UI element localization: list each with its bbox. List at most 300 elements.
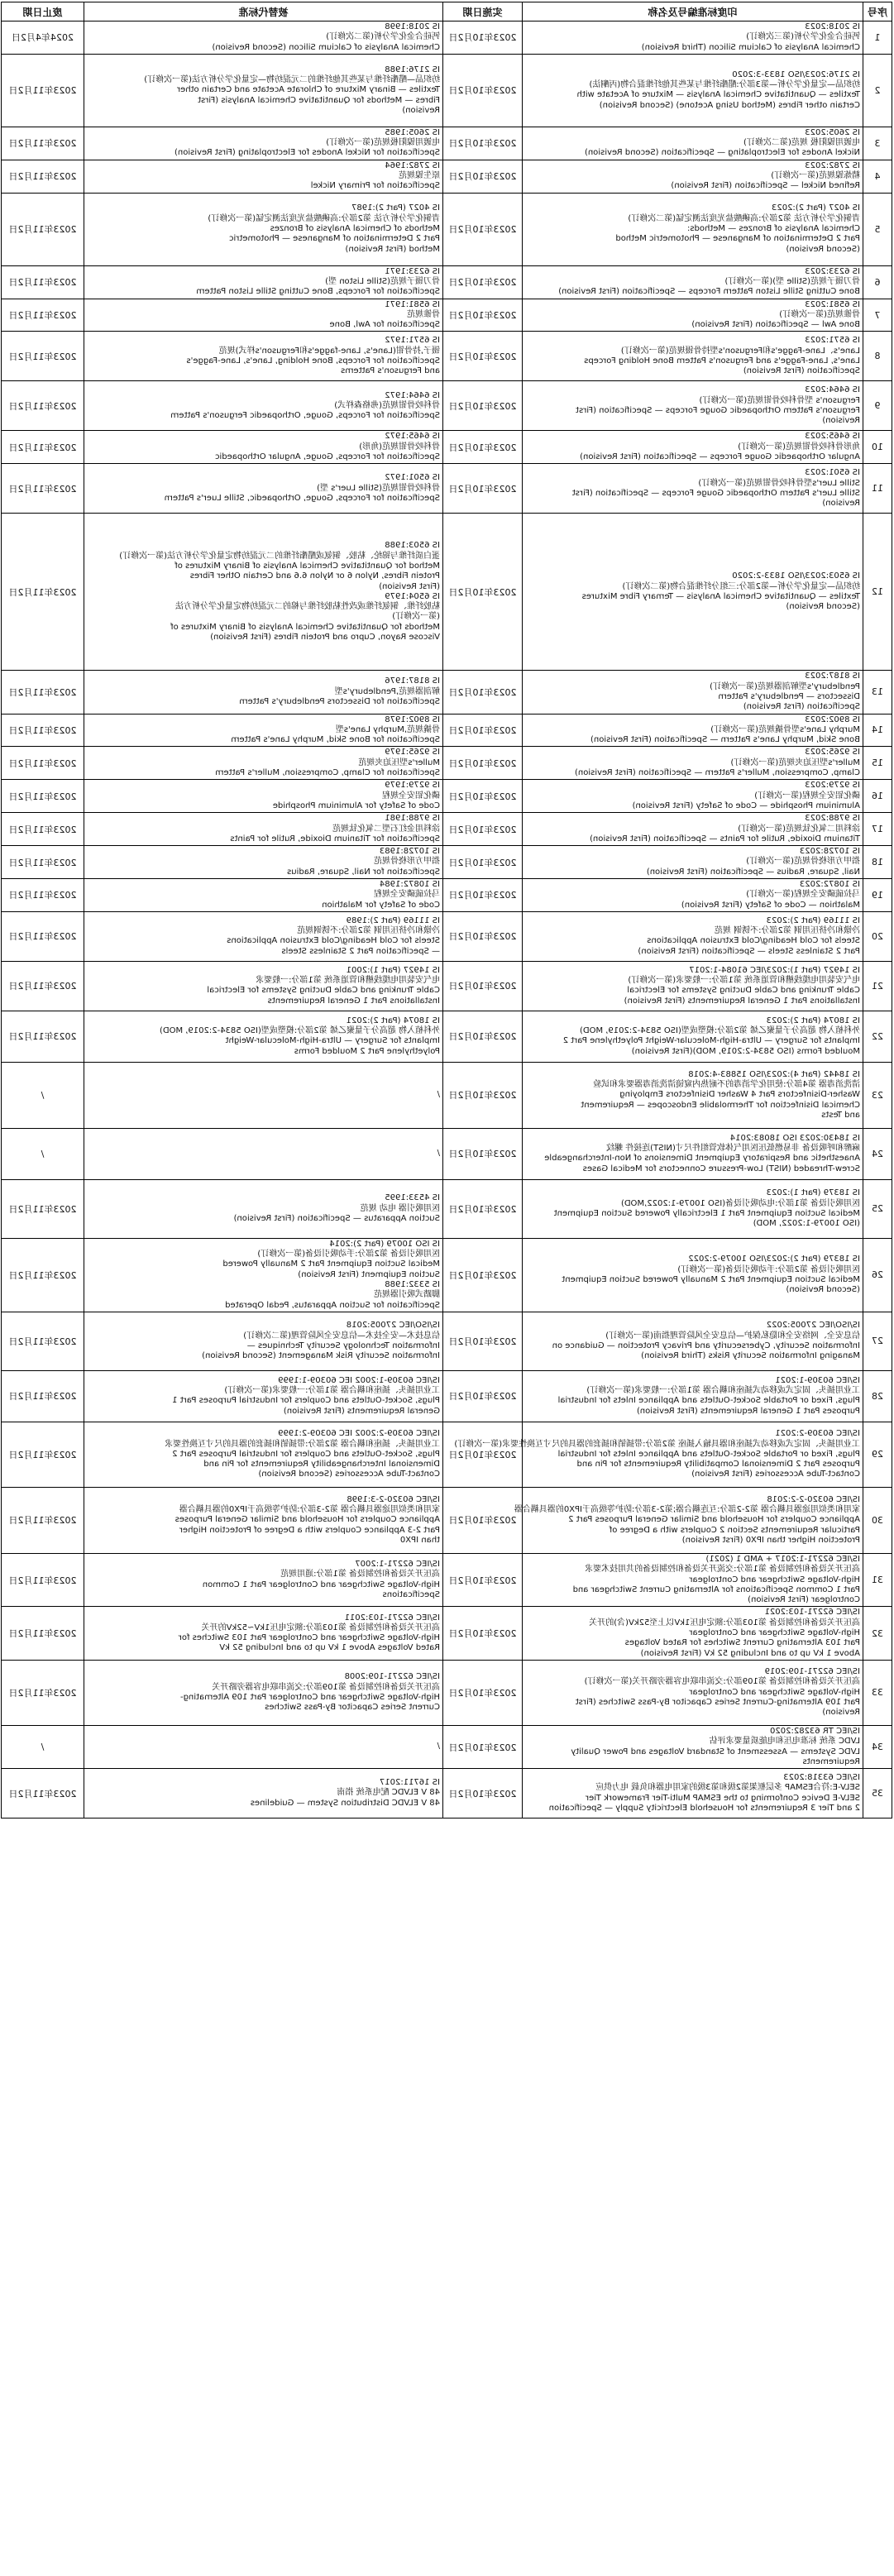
replaced-line: IS 4027 (Part 2):1987 — [351, 203, 440, 213]
table-row — [2, 1238, 892, 1312]
standard-line: Chemical Analysis of Calcium Silicon (Third Revision) — [641, 42, 860, 52]
implementation-date: 2023年10月2日 — [443, 961, 523, 1011]
row-number: 21 — [863, 961, 892, 1011]
standard-line: Implants for Surgery — Ultra-High-Molecular-Weight Polyethylene Part 2 — [562, 1036, 860, 1046]
row-number: 34 — [863, 1725, 892, 1768]
replaced-line: Installations Part 1 General Requirements — [267, 996, 440, 1006]
replaced-line: 骨科咬骨钳规范(弗格森样式) — [334, 400, 440, 410]
standard-line: 工业用插头、固定式或移动式插座和耦合器 第1部分:一般要求(第一次修订) — [586, 1386, 860, 1396]
table-row — [2, 332, 892, 381]
replaced-line: 信息技术—安全技术—信息安全风险管理(第二次修订) — [243, 1331, 440, 1341]
replaced-line: IS 6465:1972 — [385, 432, 440, 442]
standard-line: IS 14927 (Part 1):2023/IEC 61084-1:2017 — [689, 965, 860, 975]
standard-line: 2 and Tier 3 Requirements for Household Electricity Supply — Specification — [548, 1803, 860, 1813]
replaced-standard-cell — [84, 846, 443, 879]
replaced-line: IS 6464:1972 — [385, 390, 440, 400]
replaced-standard-cell — [84, 1238, 443, 1312]
standard-cell — [523, 431, 863, 464]
standard-cell — [523, 464, 863, 514]
standard-line: 清洗消毒器 第4部分:使用化学消毒的不耐热内窥镜清洗消毒器要求和试验 — [593, 1079, 860, 1089]
standard-line: Nickel Anodes for Electroplating — Specification (Second Revision) — [584, 148, 860, 158]
replaced-line: IS ISO 10079 (Part 2):2014 — [329, 1239, 440, 1249]
replaced-line: IS 16711:2017 — [379, 1778, 440, 1788]
standard-cell — [523, 1312, 863, 1370]
standard-line: Screw-Threaded (NIST) Low-Pressure Connectors for Medical Gases — [582, 1164, 860, 1173]
replaced-line: IS 9265:1979 — [385, 748, 440, 758]
row-number: 19 — [863, 878, 892, 911]
row-number: 7 — [863, 299, 892, 332]
standard-line: IS 2176:2023/ISO 1833-3:2020 — [732, 69, 860, 79]
standard-cell — [523, 1179, 863, 1238]
header-standard: 印度标准编号及名称 — [523, 2, 863, 22]
replaced-line: 粘胶纤维、铜氨纤维或改性粘胶纤维与棉的二元混纺物定量化学分析方法 — [175, 602, 440, 612]
standard-line: IS 2018:2023 — [805, 22, 860, 31]
standard-line: (Second Revision) — [786, 1285, 860, 1295]
standard-line: Chemical Disinfection for Thermolabile Endoscopes — Requirement — [581, 1100, 860, 1110]
standard-line: and Tests — [821, 1110, 860, 1120]
standard-cell — [523, 54, 863, 127]
abolition-date: 2023年11月2日 — [2, 714, 84, 747]
replaced-line: 马拉硫磷安全规程 — [374, 890, 440, 900]
table-row — [2, 1769, 892, 1818]
replaced-line: Muller's型压迫夹规范 — [358, 758, 440, 767]
standard-cell — [523, 911, 863, 961]
standard-cell — [523, 1011, 863, 1062]
abolition-date: 2023年11月2日 — [2, 1553, 84, 1606]
table-row — [2, 1607, 892, 1660]
replaced-line: 骨撬规范,Murphy Lane's型 — [335, 724, 440, 734]
standard-line: 钙硅合金化学分析(第三次修订) — [746, 32, 860, 42]
replaced-line: 骨科咬骨钳规范(Stille Luer's 型) — [317, 483, 440, 493]
row-number: 27 — [863, 1312, 892, 1370]
replaced-line: Rated Voltages Above 1 kV up to and Including 52 kV — [219, 1643, 440, 1653]
standard-line: IS/IEC TR 63282:2020 — [770, 1726, 860, 1736]
standard-line: IS/IEC 60309-2:2021 — [775, 1429, 860, 1439]
replaced-line: IS 9279:1979 — [385, 781, 440, 791]
replaced-line: Code of Safety for Aluminium Phosphide — [272, 801, 440, 810]
standard-line: Revision) — [822, 499, 860, 509]
standard-line: 青铜化学分析方法 第2部分:高碘酸盐光度法测定锰(第二次修订) — [628, 213, 860, 223]
standard-line: Washer-Disinfectors Part 4 Washer Disinfectors Employing — [619, 1090, 860, 1100]
replaced-line: Contact-Tube Accessories (Second Revision) — [258, 1470, 440, 1479]
replaced-line: Methods of Chemical Analysis of Bronzes — [270, 224, 440, 234]
replaced-line: 高压开关设备和控制设备 第103部分:额定电压1kV~52kV的开关 — [201, 1623, 440, 1632]
row-number: 25 — [863, 1179, 892, 1238]
standard-line: IS/IEC 63318:2023 — [783, 1773, 860, 1783]
standard-line: LVDC 系统 标准电压和电能质量要求评估 — [709, 1737, 860, 1747]
replaced-line: Polyethylene Part 2 Moulded Forms — [294, 1046, 440, 1056]
replaced-line: Specification for Titanium Dioxide, Rutile for Paints — [230, 834, 440, 844]
replaced-standard-cell — [84, 1312, 443, 1370]
implementation-date: 2023年10月2日 — [443, 1422, 523, 1487]
standard-line: SELV-E Device Conforming to the ESMAP Multi-Tier Framework Tier — [586, 1793, 860, 1803]
abolition-date: / — [2, 1062, 84, 1128]
replaced-line: 骨锥规范 — [407, 309, 440, 319]
standard-line: Medical Suction Equipment Part 2 Manually Powered Suction Equipment — [562, 1274, 860, 1284]
replaced-line: 高压开关设备和控制设备 第109部分:交流串联电容器旁路开关 — [212, 1682, 440, 1692]
replaced-line: 原生镍规范 — [399, 171, 440, 181]
implementation-date: 2023年10月2日 — [443, 813, 523, 846]
replaced-line: (First Revision) — [379, 581, 440, 591]
row-number: 12 — [863, 514, 892, 671]
standard-cell — [523, 780, 863, 813]
replaced-line: Part 2 Determination of Manganese — Photometric — [229, 234, 440, 244]
header-stop-date: 废止日期 — [2, 2, 84, 22]
standard-line: Pendlebury's型解剖器规范(第一次修订) — [710, 681, 860, 691]
standard-line: Moulded Forms (ISO 5834-2:2019, MOD)(First Revision) — [631, 1046, 860, 1056]
row-number: 10 — [863, 431, 892, 464]
replaced-line: 骨科咬骨钳规范(角形) — [359, 442, 440, 452]
standard-line: IS 11169 (Part 2):2023 — [766, 915, 860, 925]
standard-line: Textiles — Quantitative Chemical Analysis — Mixture of Acetate with — [576, 90, 860, 100]
abolition-date: 2023年11月2日 — [2, 1487, 84, 1553]
replaced-line: 指甲方形桡骨规范 — [374, 857, 440, 867]
row-number: 9 — [863, 381, 892, 431]
row-number: 18 — [863, 846, 892, 879]
standard-line: Part 1 Common Specifications for Alternating Current Switchgear and — [572, 1584, 860, 1594]
replaced-standard-cell — [84, 1487, 443, 1553]
abolition-date: 2023年11月2日 — [2, 265, 84, 299]
standard-line: Managing Information Security Risks (Third Revision) — [641, 1351, 860, 1361]
standard-line: Contact-Tube Accessories (First Revision) — [691, 1470, 860, 1479]
standard-line: Nail, Square, Radius — Specification (First Revision) — [646, 867, 860, 877]
implementation-date: 2023年10月2日 — [443, 193, 523, 265]
replaced-line: Specification for Primary Nickel — [310, 181, 440, 191]
replaced-line: (第一次修订) — [392, 612, 440, 622]
replaced-line: 工业用插头、插座和耦合器 第2部分:带插销和插套的器具的尺寸互换性要求 — [165, 1439, 440, 1449]
row-number: 2 — [863, 54, 892, 127]
replaced-standard-cell — [84, 431, 443, 464]
replaced-line: 钙硅合金化学分析(第二次修订) — [326, 32, 440, 42]
implementation-date: 2023年10月2日 — [443, 1238, 523, 1312]
table-row — [2, 1312, 892, 1370]
standard-line: Part 2 Determination of Manganese — Photometric Method — [615, 234, 860, 244]
standard-line: Textiles — Quantitative Chemical Analysis — Ternary Fibre Mixtures — [581, 591, 860, 601]
replaced-standard-cell — [84, 1370, 443, 1422]
replaced-line: Specification for Suction Apparatus, Pedal Operated — [225, 1300, 440, 1310]
replaced-line: Plugs, Socket-Outlets and Couplers for Industrial Purposes Part 1 — [172, 1396, 440, 1406]
replaced-standard-cell — [84, 514, 443, 671]
header-no: 序号 — [863, 2, 892, 22]
replaced-line: IS 6581:1971 — [385, 299, 440, 309]
implementation-date: 2023年10月2日 — [443, 846, 523, 879]
row-number: 5 — [863, 193, 892, 265]
abolition-date: 2023年11月2日 — [2, 54, 84, 127]
replaced-line: 解剖器规范,Pendlebury's型 — [334, 686, 440, 696]
table-row — [2, 878, 892, 911]
replaced-line: 镊子,持骨钳(Lane's, Lane-fagge's和Ferguson's样式)规范 — [218, 346, 440, 356]
implementation-date: 2023年10月2日 — [443, 1128, 523, 1179]
implementation-date: 2023年10月2日 — [443, 127, 523, 160]
abolition-date: 2023年11月2日 — [2, 1238, 84, 1312]
standard-line: High-Voltage Switchgear and Controlgear — [689, 1687, 860, 1697]
abolition-date: 2023年11月2日 — [2, 1607, 84, 1660]
implementation-date: 2023年10月2日 — [443, 780, 523, 813]
replaced-line: 工业用插头、插座和耦合器 第1部分:一般要求(第一次修订) — [224, 1386, 440, 1396]
replaced-line: 涂料用金红石型二氧化钛规范 — [332, 824, 440, 834]
abolition-date: / — [2, 1128, 84, 1179]
replaced-standard-cell — [84, 127, 443, 160]
replaced-line: Specification for Forceps, Gouge, Orthopaedic, Stille Luer's Pattern — [164, 493, 440, 503]
table-row — [2, 127, 892, 160]
replaced-standard-cell — [84, 1422, 443, 1487]
replaced-standard-cell — [84, 381, 443, 431]
replaced-line: 骨刀镊子规范(Stille Liston 型) — [325, 276, 440, 286]
replaced-line: Revision) — [402, 105, 440, 115]
row-number: 24 — [863, 1128, 892, 1179]
standard-cell — [523, 193, 863, 265]
standard-line: Plugs, Fixed or Portable Socket-Outlets and Appliance Inlets for Industrial — [557, 1396, 860, 1406]
implementation-date: 2023年10月2日 — [443, 431, 523, 464]
replaced-standard-cell — [84, 780, 443, 813]
replaced-line: IS 6504:1979 — [385, 591, 440, 601]
replaced-standard-cell — [84, 54, 443, 127]
replaced-line: IS 10728:1983 — [379, 847, 440, 857]
table-row — [2, 1660, 892, 1725]
standard-line: 外科植入物 超高分子量聚乙烯 第2部分:模塑成型(ISO 5834-2:2019, MOD) — [579, 1026, 860, 1036]
replaced-standard-cell — [84, 1553, 443, 1606]
replaced-line: / — [437, 1742, 440, 1752]
standard-cell — [523, 878, 863, 911]
abolition-date: 2023年11月2日 — [2, 332, 84, 381]
replaced-line: Protein Fibres, Nylon 6 or Nylon 6.6 and Certain Other Fibres — [189, 571, 440, 581]
standard-cell — [523, 22, 863, 55]
standard-cell — [523, 747, 863, 780]
standard-cell — [523, 1128, 863, 1179]
replaced-line: Specification for Forceps, Bone Holding, Lane's, Lane-Fagge's — [186, 356, 440, 366]
row-number: 30 — [863, 1487, 892, 1553]
replaced-line: IS 4533:1995 — [385, 1193, 440, 1203]
replaced-line: IS 6503:1988 — [385, 541, 440, 551]
replaced-line: Appliance Couplers for Household and Similar General Purposes — [174, 1515, 440, 1525]
standard-line: LVDC Systems — Assessment of Standard Voltages and Power Quality — [571, 1747, 860, 1756]
standard-line: Revision) — [822, 1708, 860, 1718]
abolition-date: 2023年11月2日 — [2, 431, 84, 464]
replaced-standard-cell — [84, 464, 443, 514]
standard-line: IS 6464:2023 — [805, 385, 860, 395]
standard-line: High-Voltage Switchgear and Controlgear — [689, 1575, 860, 1584]
replaced-line: Part 2-3 Appliance Couplers with a Degree of Protection Higher — [179, 1525, 440, 1535]
replaced-line: 纺织品—醋酯纤维与某些其他纤维的二元混纺物—定量化学分析方法(第一次修订) — [144, 74, 440, 84]
standard-cell — [523, 961, 863, 1011]
row-number: 23 — [863, 1062, 892, 1128]
table-row — [2, 1179, 892, 1238]
standard-line: 高压开关设备和控制设备 第1部分:交流开关设备和控制设备的共用技术要求 — [585, 1565, 860, 1575]
implementation-date: 2023年10月2日 — [443, 671, 523, 714]
standard-line: 精炼镍规范(第一次修订) — [771, 171, 860, 181]
standard-line: Ferguson's Pattern Orthopaedic Gouge Forceps — Specification (First — [576, 405, 860, 415]
implementation-date: 2023年10月2日 — [443, 714, 523, 747]
table-row — [2, 911, 892, 961]
implementation-date: 2023年10月2日 — [443, 381, 523, 431]
replaced-standard-cell — [84, 1179, 443, 1238]
replaced-line: 医用吸引设备 第2部分:手动吸引设备(第一次修订) — [257, 1250, 440, 1259]
table-row — [2, 747, 892, 780]
standard-line: 工业用插头、固定式或移动式插座和器具输入插座 第2部分:带插销和插套的器具的尺寸互换性要求(第一次修订) — [454, 1439, 860, 1449]
table-row — [2, 1128, 892, 1179]
replaced-line: Specification for Forceps, Gouge, Orthopaedic Ferguson's Pattern — [170, 411, 440, 421]
standard-cell — [523, 1553, 863, 1606]
abolition-date: 2023年11月2日 — [2, 1011, 84, 1062]
replaced-line: Specification for Clamp, Compression, Muller's Pattern — [215, 768, 440, 778]
row-number: 17 — [863, 813, 892, 846]
implementation-date: 2023年10月2日 — [443, 265, 523, 299]
standard-line: IS 18379 (Part 2):2023/ISO 10079-2:2022 — [688, 1255, 860, 1264]
replaced-line: Steels for Cold Heading/Cold Extrusion Applications — [227, 936, 440, 946]
standard-line: Steels for Cold Heading/Cold Extrusion Applications — [647, 936, 860, 946]
standard-line: (Second Revision) — [786, 602, 860, 612]
replaced-line: 冷镦和冷挤压用钢 第2部分:不锈钢规范 — [297, 926, 440, 936]
replaced-line: High-Voltage Switchgear and Controlgear Part 103 Switches for — [178, 1633, 440, 1643]
replaced-line: IS 6501:1972 — [385, 473, 440, 483]
implementation-date: 2023年10月2日 — [443, 1553, 523, 1606]
standard-line: Part 2 Stainless Steels — Specification (First Revision) — [638, 946, 860, 956]
replaced-line: 电镀用镍阳极规范(第一次修订) — [326, 138, 440, 148]
standard-line: 骨锥规范(第一次修订) — [779, 309, 860, 319]
replaced-standard-cell — [84, 265, 443, 299]
table-row — [2, 265, 892, 299]
replaced-line: Viscose Rayon, Cupro and Protein Fibres (First Revision) — [210, 633, 440, 643]
standard-line: IS 18430:2023 ISO 18083:2014 — [729, 1133, 860, 1143]
standard-line: Refined Nickel — Specification (First Revision) — [671, 181, 860, 191]
standard-line: IS 6571:2023 — [805, 336, 860, 346]
standard-line: Titanium Dioxide, Rutile for Paints — Specification (First Revision) — [590, 834, 860, 844]
abolition-date: 2023年11月2日 — [2, 299, 84, 332]
standard-cell — [523, 1062, 863, 1128]
implementation-date: 2023年10月2日 — [443, 160, 523, 193]
table-row — [2, 464, 892, 514]
replaced-line: Chemical Analysis of Calcium Silicon (Second Revision) — [212, 42, 440, 52]
implementation-date: 2023年10月2日 — [443, 332, 523, 381]
standard-line: Revision) — [822, 416, 860, 426]
standard-cell — [523, 299, 863, 332]
abolition-date: 2023年11月2日 — [2, 160, 84, 193]
implementation-date: 2023年10月2日 — [443, 1660, 523, 1725]
implementation-date: 2023年10月2日 — [443, 878, 523, 911]
standard-line: Medical Suction Equipment Part 1 Electrically Powered Suction Equipment — [553, 1208, 860, 1218]
standard-line: 麻醉和呼吸设备 非易燃低压医用气体软管组件尺寸(NIST)连接件 螺纹 — [605, 1144, 860, 1154]
standard-line: Part 109 Alternating-Current Series Capacitor By-Pass Switches (First — [575, 1698, 860, 1708]
standard-line: IS 4027 (Part 2):2023 — [771, 203, 860, 213]
abolition-date: 2023年11月2日 — [2, 961, 84, 1011]
standard-cell — [523, 1238, 863, 1312]
replaced-line: 磷化铝安全规程 — [382, 791, 440, 801]
standard-line: IS/IEC 60309-1:2021 — [775, 1375, 860, 1385]
standard-line: Certain other Fibres (Method Using Acetone) (Second Revision) — [599, 100, 860, 110]
replaced-line: Specification for Awl, Bone — [329, 320, 440, 330]
replaced-line: Current Series Capacitor By-Pass Switches — [265, 1703, 440, 1713]
row-number: 32 — [863, 1607, 892, 1660]
abolition-date: 2023年11月2日 — [2, 193, 84, 265]
implementation-date: 2023年10月2日 — [443, 54, 523, 127]
replaced-line: IS 11169 (Part 2):1989 — [346, 915, 440, 925]
standard-line: 纺织品—定量化学分析—第2部分:三组分纤维混合物(第二次修订) — [622, 581, 860, 591]
standard-line: IS/IEC 62271-1:2017 + AMD 1 (2021) — [705, 1554, 860, 1564]
table-row — [2, 514, 892, 671]
standard-cell — [523, 1769, 863, 1818]
replaced-line: Information Security Risk Management (Second Revision) — [202, 1351, 440, 1361]
header-replaced: 被替代标准 — [84, 2, 443, 22]
replaced-standard-cell — [84, 961, 443, 1011]
replaced-line: 高压开关设备和控制设备 第1部分:通用规范 — [280, 1570, 440, 1580]
replaced-line: 脚踏式吸引器规范 — [374, 1290, 440, 1300]
abolition-date: 2023年11月2日 — [2, 1370, 84, 1422]
implementation-date: 2023年10月2日 — [443, 747, 523, 780]
table-row — [2, 1487, 892, 1553]
standard-line: Stille Luer's Pattern Orthopaedic Gouge Forceps — Specification (First — [571, 488, 860, 498]
replaced-standard-cell — [84, 1607, 443, 1660]
standard-line: Lane's, Lane-Fagge's and Ferguson's Pattern Bone Holding Forceps — [584, 356, 860, 366]
replaced-line: Information Technology Security Techniques — — [246, 1341, 440, 1350]
replaced-line: High-Voltage Switchgear and Controlgear Part 109 Alternating- — [179, 1692, 440, 1702]
standard-line: IS 18379 (Part 1):2023 — [766, 1188, 860, 1198]
standard-line: Plugs, Fixed or Portable Socket-Outlets and Appliance Inlets for Industrial — [557, 1449, 860, 1459]
replaced-line: IS 10872:1984 — [379, 879, 440, 889]
replaced-line: IS 8902:1978 — [385, 714, 440, 724]
standard-cell — [523, 1370, 863, 1422]
replaced-line: Suction Apparatus — Specification (First Revision) — [233, 1214, 440, 1224]
standard-line: IS 18074 (Part 2):2023 — [766, 1016, 860, 1025]
standard-cell — [523, 1725, 863, 1768]
standard-line: IS 6581:2023 — [805, 299, 860, 309]
abolition-date: 2023年11月2日 — [2, 747, 84, 780]
standard-line: SELV-E:符合ESMAP 多层框架第2级和第3级的家用电器和负载 电力供应 — [595, 1783, 860, 1793]
replaced-line: IS 9788:1981 — [385, 814, 440, 824]
standard-line: 信息安全、网络安全和隐私保护—信息安全风险管理指南(第一次修订) — [605, 1331, 860, 1341]
standard-cell — [523, 1660, 863, 1725]
abolition-date: 2023年11月2日 — [2, 911, 84, 961]
abolition-date: 2023年11月2日 — [2, 846, 84, 879]
standard-line: Stille Luer's型骨科咬骨钳规范(第一次修订) — [698, 478, 860, 488]
standard-line: IS/IEC 62271-109:2019 — [764, 1667, 860, 1677]
standard-line: (ISO 10079-1:2022, MOD) — [753, 1219, 860, 1229]
abolition-date: 2023年11月2日 — [2, 1660, 84, 1725]
replaced-standard-cell — [84, 1660, 443, 1725]
row-number: 28 — [863, 1370, 892, 1422]
replaced-line: 48 V ELVDC 配电系统 指南 — [337, 1788, 440, 1798]
standard-line: Dissectors — Pendlebury's Pattern — [718, 691, 860, 701]
standard-cell — [523, 846, 863, 879]
replaced-line: 青铜化学分析方法 第2部分:高碘酸盐光度法测定锰(第一次修订) — [208, 213, 440, 223]
row-number: 15 — [863, 747, 892, 780]
replaced-standard-cell — [84, 878, 443, 911]
standard-cell — [514, 1487, 863, 1553]
standard-line: IS 9265:2023 — [805, 748, 860, 758]
abolition-date: 2023年11月2日 — [2, 878, 84, 911]
standard-line: IS 8902:2023 — [805, 714, 860, 724]
table-row — [2, 1725, 892, 1768]
implementation-date: 2023年10月2日 — [443, 911, 523, 961]
standard-line: Lane's、Lane-Fagge's和Ferguson's型持骨镊规范(第一次修订) — [620, 346, 860, 356]
page — [0, 2, 894, 2576]
replaced-line: Cable Trunking and Cable Ducting Systems for Electrical — [207, 986, 440, 996]
standard-cell — [523, 813, 863, 846]
abolition-date: 2023年11月2日 — [2, 1179, 84, 1238]
replaced-line: 蛋白质纤维与锦纶、粘胶、铜氨或醋酯纤维的二元混纺物定量化学分析方法(第一次修订) — [119, 551, 440, 561]
standard-line: Specification (First Revision) — [743, 702, 860, 712]
replaced-line: IS 18074 (Part 2):2021 — [346, 1016, 440, 1025]
standard-line: Chemical Analysis of Bronzes — Methods: — [686, 224, 860, 234]
replaced-line: Plugs, Socket-Outlets and Couplers for Industrial Purposes Part 2 — [172, 1449, 440, 1459]
table-row — [2, 1011, 892, 1062]
abolition-date: 2023年11月2日 — [2, 780, 84, 813]
table-row — [2, 299, 892, 332]
standard-line: Purposes Part 2 Dimensional Compatibility Requirements for Pin and — [576, 1460, 860, 1470]
replaced-line: Method for Quantitative Chemical Analysis of Binary Mixtures of — [174, 561, 440, 571]
header-row — [2, 2, 892, 22]
table-row — [2, 54, 892, 127]
standard-line: IS 6501:2023 — [805, 468, 860, 478]
